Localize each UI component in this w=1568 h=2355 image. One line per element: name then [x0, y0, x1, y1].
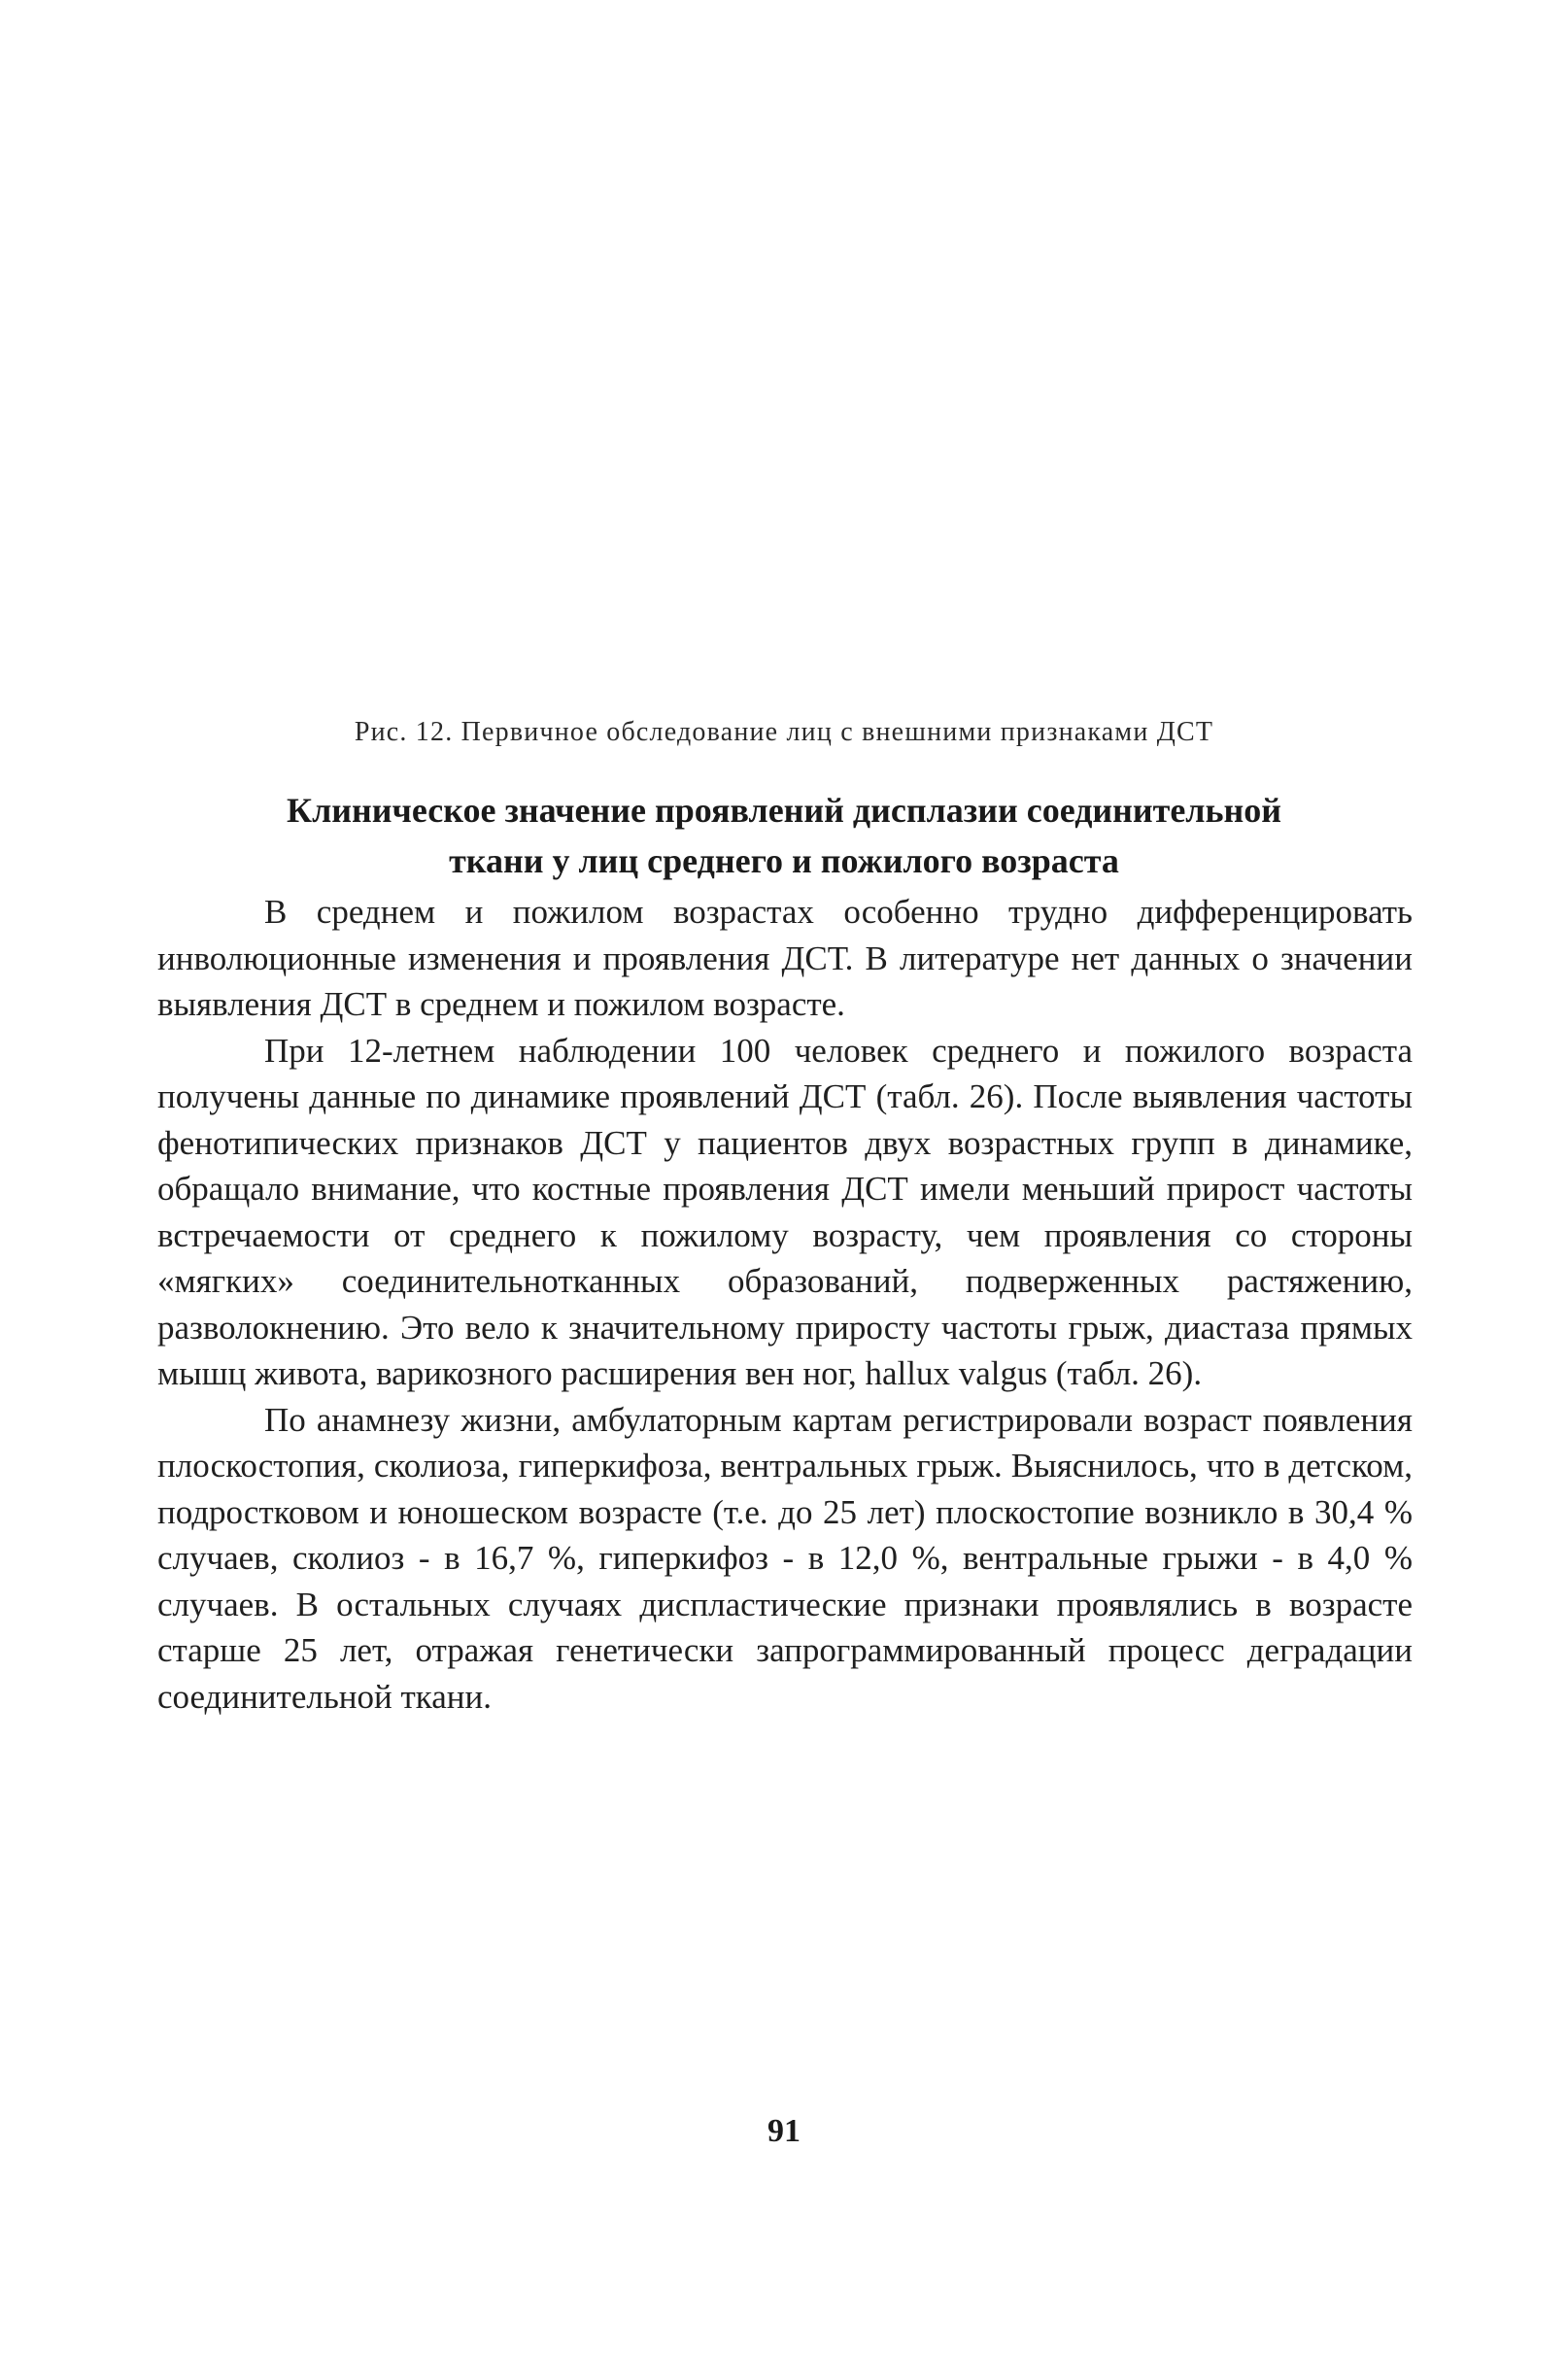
section-title-line-1: Клиническое значение проявлений дисплазии соединительной: [286, 791, 1282, 830]
section-title: [155, 785, 1413, 886]
section-title-line-2: ткани у лиц среднего и пожилого возраста: [449, 841, 1119, 880]
paragraph-1: В среднем и пожилом возрастах особенно трудно дифференцировать инволюционные изменения и проявления ДСТ. В литературе нет данных о значении выявления ДСТ в среднем и пожилом возрасте.: [157, 893, 1413, 1023]
body-text: [157, 889, 1413, 1720]
paragraph-3: По анамнезу жизни, амбулаторным картам регистрировали возраст появления плоскостопия, сколиоза, гиперкифоза, вентральных грыж. Выяснилось, что в детском, подростковом и юношеском возрасте (т.е. до 25 лет) плоскостопие возникло в 30,4 % случаев, сколиоз - в 16,7 %, гиперкифоз - в 12,0 %, вентральные грыжи - в 4,0 % случаев. В остальных случаях диспластические признаки проявлялись в возрасте старше 25 лет, отражая генетически запрограммированный процесс деградации соединительной ткани.: [157, 1400, 1413, 1716]
figure-caption: Рис. 12. Первичное обследование лиц с внешними признаками ДСТ: [354, 717, 1214, 747]
paragraph-2: При 12-летнем наблюдении 100 человек среднего и пожилого возраста получены данные по динамике проявлений ДСТ (табл. 26). После выявления частоты фенотипических признаков ДСТ у пациентов двух возрастных групп в динамике, обращало внимание, что костные проявления ДСТ имели меньший прирост частоты встречаемости от среднего к пожилому возрасту, чем проявления со стороны «мягких» соединительнотканных образований, подверженных растяжению, разволокнению. Это вело к значительному приросту частоты грыж, диастаза прямых мышц живота, варикозного расширения вен ног, hallux valgus (табл. 26).: [157, 1031, 1413, 1392]
page-number: 91: [767, 2113, 801, 2149]
